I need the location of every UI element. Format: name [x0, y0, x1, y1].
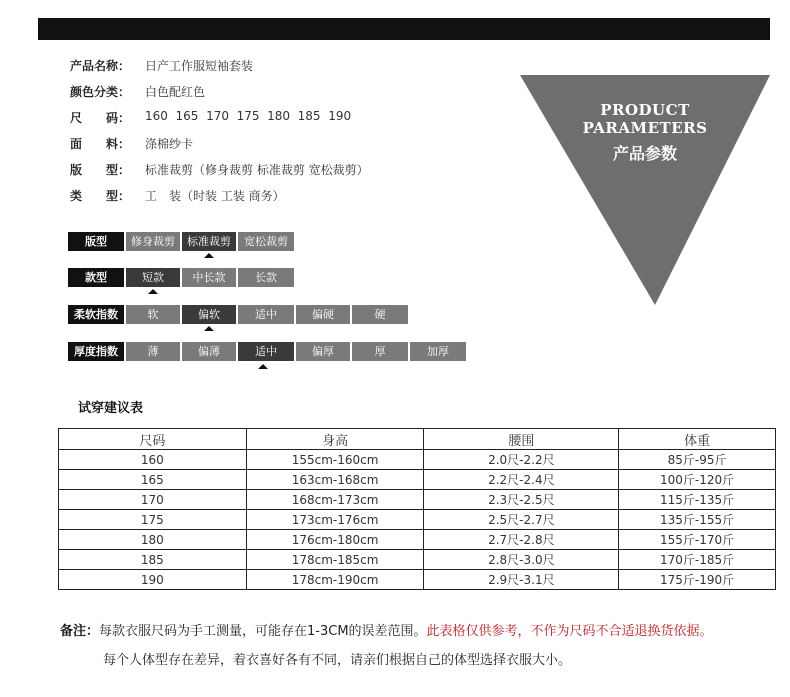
- top-banner-bar: [38, 18, 770, 40]
- param-label: 类 型：: [70, 189, 131, 203]
- cell-size: 190: [59, 570, 247, 590]
- size-table-title: 试穿建议表: [78, 401, 144, 416]
- selector-option: 硬: [352, 305, 408, 324]
- cell-height: 163cm-168cm: [246, 470, 424, 490]
- cell-waist: 2.3尺-2.5尺: [424, 490, 619, 510]
- table-row: [59, 510, 776, 530]
- banner-title-parameters: PARAMETERS: [582, 119, 708, 137]
- param-label: 颜色分类：: [70, 85, 131, 99]
- cell-height: 155cm-160cm: [246, 450, 424, 470]
- table-row: [59, 550, 776, 570]
- cell-size: 175: [59, 510, 247, 530]
- param-value: 工 装（时装 工装 商务）: [145, 189, 285, 203]
- note-label: 备注：: [60, 624, 100, 639]
- cell-weight: 100斤-120斤: [619, 470, 776, 490]
- cell-size: 160: [59, 450, 247, 470]
- column-header-height: 身高: [246, 429, 424, 450]
- table-row: [59, 450, 776, 470]
- banner-title-chinese: 产品参数: [612, 144, 677, 163]
- selector-label: 厚度指数: [68, 342, 124, 361]
- size-table: [58, 428, 776, 590]
- cell-weight: 155斤-170斤: [619, 530, 776, 550]
- cell-weight: 135斤-155斤: [619, 510, 776, 530]
- selector-option-selected: 标准裁剪: [182, 232, 236, 251]
- note-text: 每款衣服尺码为手工测量，可能存在1-3CM的误差范围。: [99, 624, 427, 639]
- param-label: 面 料：: [70, 137, 131, 151]
- cell-height: 176cm-180cm: [246, 530, 424, 550]
- selected-marker-icon: [258, 364, 268, 369]
- selector-label: 款型: [68, 268, 124, 287]
- cell-waist: 2.5尺-2.7尺: [424, 510, 619, 530]
- table-header-row: [59, 429, 776, 450]
- column-header-size: 尺码: [59, 429, 247, 450]
- selector-option: 偏硬: [296, 305, 350, 324]
- cell-waist: 2.9尺-3.1尺: [424, 570, 619, 590]
- selector-option-selected: 短款: [126, 268, 180, 287]
- cell-waist: 2.8尺-3.0尺: [424, 550, 619, 570]
- selector-option: 薄: [126, 342, 180, 361]
- column-header-waist: 腰围: [424, 429, 619, 450]
- param-value: 日产工作服短袖套装: [145, 59, 254, 73]
- cell-height: 178cm-185cm: [246, 550, 424, 570]
- selector-option: 厚: [352, 342, 408, 361]
- param-value: 涤棉纱卡: [145, 137, 194, 151]
- banner-title-product: PRODUCT: [600, 101, 690, 119]
- table-row: [59, 490, 776, 510]
- cell-weight: 115斤-135斤: [619, 490, 776, 510]
- cell-size: 180: [59, 530, 247, 550]
- table-row: [59, 470, 776, 490]
- selector-option: 修身裁剪: [126, 232, 180, 251]
- selector-option-selected: 适中: [238, 342, 294, 361]
- note-warning: 此表格仅供参考，不作为尺码不合适退换货依据。: [426, 624, 713, 639]
- selector-option: 偏厚: [296, 342, 350, 361]
- selector-option: 宽松裁剪: [238, 232, 294, 251]
- selected-marker-icon: [148, 289, 158, 294]
- param-label: 产品名称：: [70, 59, 131, 73]
- param-value: 白色配红色: [145, 85, 206, 99]
- selector-label: 柔软指数: [68, 305, 124, 324]
- selected-marker-icon: [204, 253, 214, 258]
- cell-weight: 175斤-190斤: [619, 570, 776, 590]
- cell-waist: 2.0尺-2.2尺: [424, 450, 619, 470]
- selector-label: 版型: [68, 232, 124, 251]
- selector-option: 长款: [238, 268, 294, 287]
- cell-waist: 2.7尺-2.8尺: [424, 530, 619, 550]
- param-value: 160 165 170 175 180 185 190: [145, 109, 352, 123]
- table-row: [59, 530, 776, 550]
- selector-option: 中长款: [182, 268, 236, 287]
- selector-option: 软: [126, 305, 180, 324]
- cell-size: 165: [59, 470, 247, 490]
- param-label: 版 型：: [70, 163, 131, 177]
- cell-waist: 2.2尺-2.4尺: [424, 470, 619, 490]
- selector-option: 适中: [238, 305, 294, 324]
- cell-height: 178cm-190cm: [246, 570, 424, 590]
- cell-height: 173cm-176cm: [246, 510, 424, 530]
- note-line-1: [60, 620, 713, 639]
- param-label: 尺 码：: [70, 111, 131, 125]
- note-line-2: 每个人体型存在差异，着衣喜好各有不同，请亲们根据自己的体型选择衣服大小。: [103, 653, 572, 668]
- table-row: [59, 570, 776, 590]
- selector-option: 偏薄: [182, 342, 236, 361]
- cell-height: 168cm-173cm: [246, 490, 424, 510]
- column-header-weight: 体重: [619, 429, 776, 450]
- selector-option-selected: 偏软: [182, 305, 236, 324]
- cell-weight: 85斤-95斤: [619, 450, 776, 470]
- selected-marker-icon: [204, 326, 214, 331]
- cell-size: 185: [59, 550, 247, 570]
- param-value: 标准裁剪（修身裁剪 标准裁剪 宽松裁剪）: [145, 163, 369, 177]
- cell-weight: 170斤-185斤: [619, 550, 776, 570]
- cell-size: 170: [59, 490, 247, 510]
- selector-option: 加厚: [410, 342, 466, 361]
